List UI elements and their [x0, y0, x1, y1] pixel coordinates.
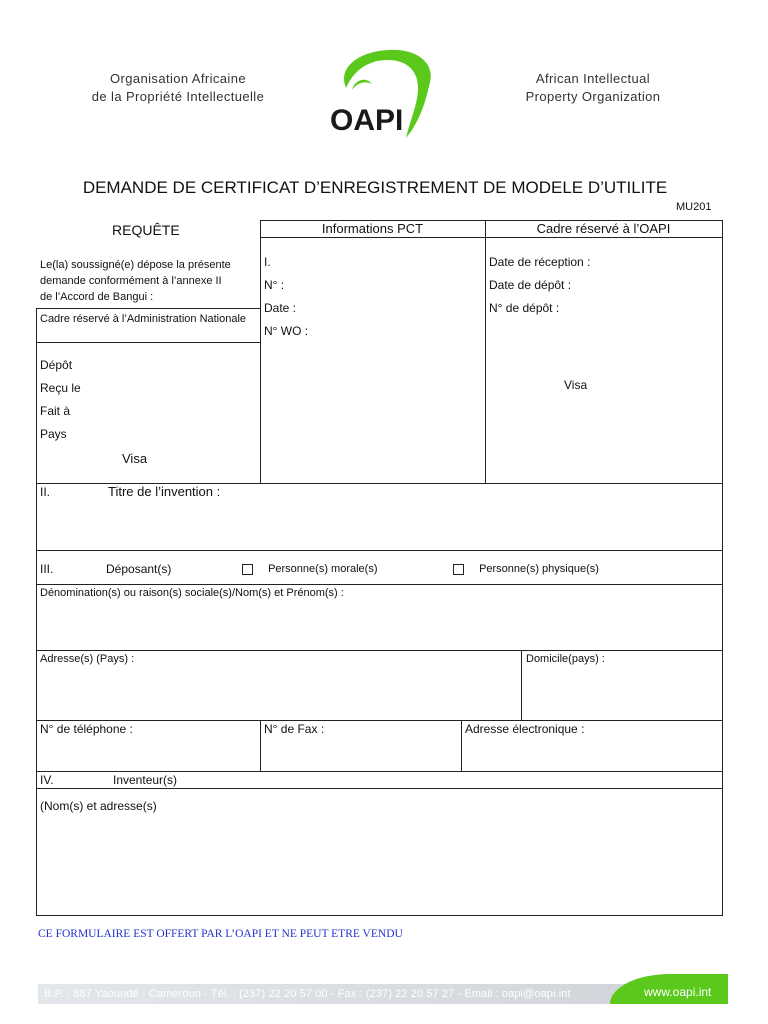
footer-website[interactable]: www.oapi.int: [644, 985, 712, 999]
form-code: MU201: [676, 201, 712, 213]
invention-title-field[interactable]: Titre de l’invention :: [108, 484, 221, 499]
oapi-visa-label: Visa: [564, 378, 588, 392]
section-iii-number: III.: [40, 562, 54, 576]
option-morale-label: Personne(s) morale(s): [268, 563, 378, 575]
fait-a-label: Fait à: [40, 404, 71, 418]
org-fr-line1: Organisation Africaine: [110, 71, 246, 86]
org-name-fr: [78, 70, 278, 106]
recu-le-label: Reçu le: [40, 381, 81, 395]
email-field[interactable]: Adresse électronique :: [465, 722, 585, 736]
section-iv-number: IV.: [40, 773, 54, 787]
org-en-line2: Property Organization: [525, 89, 661, 104]
not-for-sale-notice: CE FORMULAIRE EST OFFERT PAR L’OAPI ET NE PEUT ETRE VENDU: [38, 928, 403, 940]
requete-text-line3: de l’Accord de Bangui :: [40, 291, 154, 303]
org-en-line1: African Intellectual: [535, 71, 651, 86]
numero-depot-label: N° de dépôt :: [489, 301, 560, 315]
pays-label: Pays: [40, 427, 67, 441]
pct-wo-field[interactable]: N° WO :: [264, 324, 309, 338]
oapi-frame-title: Cadre réservé à l’OAPI: [536, 221, 671, 236]
admin-frame-label: Cadre réservé à l’Administration Nationale: [40, 313, 247, 325]
document-title: DEMANDE DE CERTIFICAT D’ENREGISTREMENT DE MODELE D’UTILITE: [82, 178, 668, 197]
adresse-field[interactable]: Adresse(s) (Pays) :: [40, 653, 135, 665]
checkbox-physique[interactable]: [453, 564, 464, 575]
inventeur-nom-adresse-field[interactable]: (Nom(s) et adresse(s): [40, 799, 157, 813]
domicile-field[interactable]: Domicile(pays) :: [526, 653, 605, 665]
inventeur-label: Inventeur(s): [113, 773, 178, 787]
depot-label: Dépôt: [40, 358, 73, 372]
pct-date-field[interactable]: Date :: [264, 301, 297, 315]
pct-number-field[interactable]: N° :: [264, 278, 285, 292]
date-reception-label: Date de réception :: [489, 255, 591, 269]
requete-visa-label: Visa: [122, 451, 148, 466]
option-physique-label: Personne(s) physique(s): [479, 563, 599, 575]
denomination-field[interactable]: Dénomination(s) ou raison(s) sociale(s)/Nom(s) et Prénom(s) :: [40, 587, 344, 599]
option-personne-physique[interactable]: [453, 563, 599, 575]
requete-text-line2: demande conformément à l’annexe II: [40, 275, 222, 287]
checkbox-morale[interactable]: [242, 564, 253, 575]
section-ii-number: II.: [40, 485, 51, 499]
oapi-logo: [326, 44, 442, 144]
requete-title: REQUÊTE: [112, 222, 180, 238]
org-name-en: [498, 70, 688, 106]
logo-text: OAPI: [330, 104, 404, 137]
org-fr-line2: de la Propriété Intellectuelle: [91, 89, 265, 104]
footer-contact: B.P. : 887 Yaoundé - Cameroun - Tél. : (237) 22 20 57 00 - Fax : (237) 22 20 57 27 - Email : oapi@oapi.int: [44, 988, 571, 1000]
telephone-field[interactable]: N° de téléphone :: [40, 722, 133, 736]
pct-i-field[interactable]: I.: [264, 255, 271, 269]
date-depot-label: Date de dépôt :: [489, 278, 572, 292]
option-personne-morale[interactable]: [242, 563, 377, 575]
pct-title: Informations PCT: [321, 221, 424, 236]
deposant-label: Déposant(s): [106, 562, 172, 576]
requete-text-line1: Le(la) soussigné(e) dépose la présente: [40, 259, 231, 271]
requete-text: [40, 257, 231, 305]
fax-field[interactable]: N° de Fax :: [264, 722, 325, 736]
